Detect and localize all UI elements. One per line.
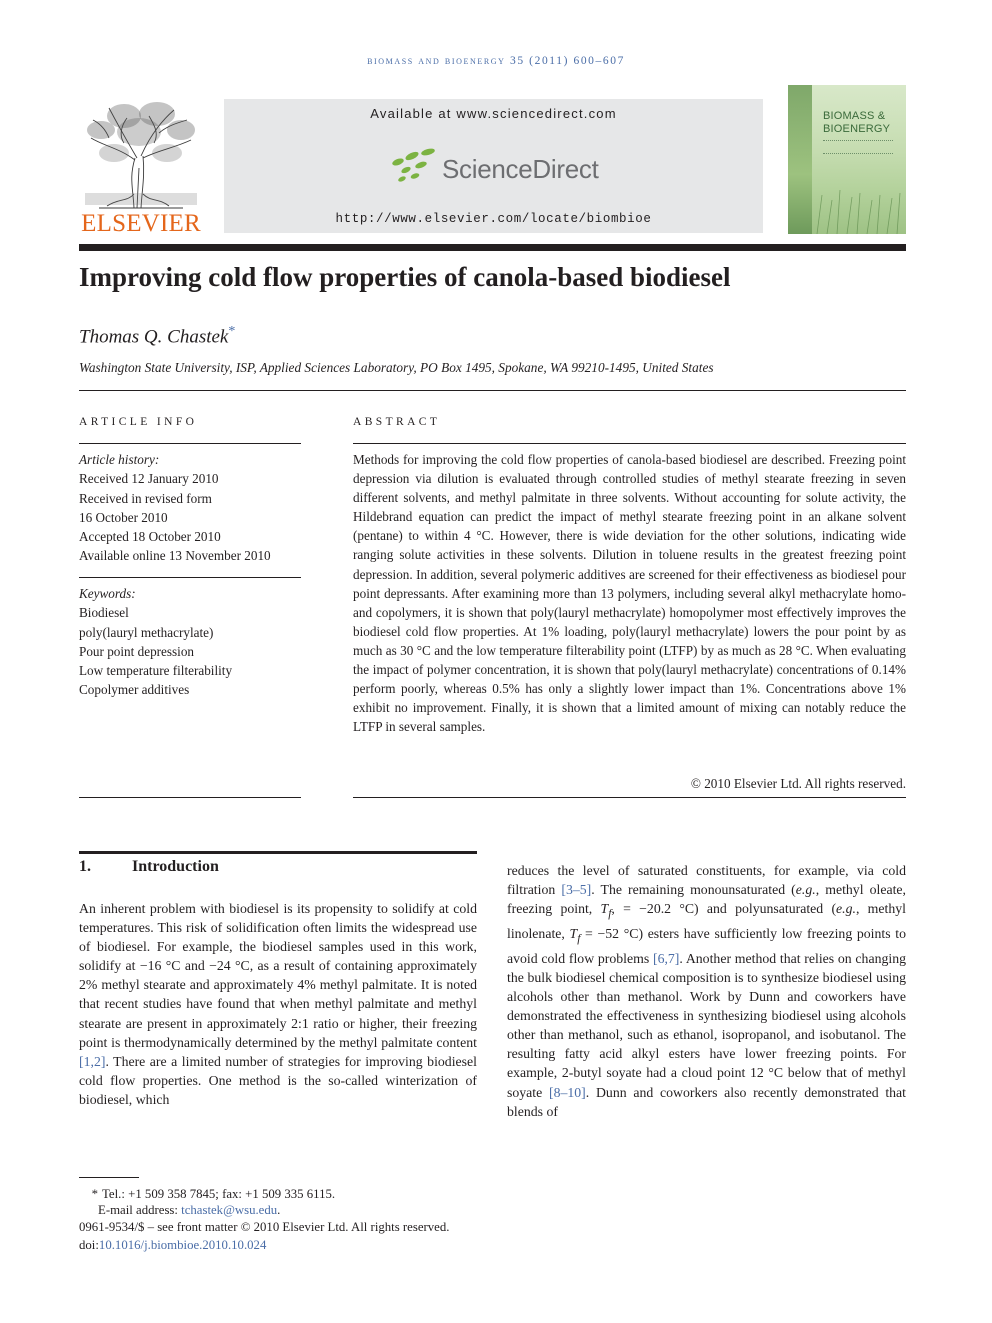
author-footnote-mark[interactable]: * xyxy=(228,324,236,339)
citation-link[interactable]: [8–10] xyxy=(548,1084,586,1100)
history-item: Accepted 18 October 2010 xyxy=(79,529,221,545)
article-title: Improving cold flow properties of canola-based biodiesel xyxy=(79,262,731,292)
keyword-item: poly(lauryl methacrylate) xyxy=(79,624,214,640)
citation-link[interactable]: [3–5] xyxy=(561,882,592,898)
article-info-heading: ARTICLE INFO xyxy=(79,416,198,428)
availability-text: Available at www.sciencedirect.com xyxy=(370,106,617,121)
footnote-doi: doi:10.1016/j.biombioe.2010.10.024 xyxy=(79,1238,267,1252)
history-item: Received 12 January 2010 xyxy=(79,471,219,487)
section-heading-introduction: 1. Introduction xyxy=(79,858,219,875)
sciencedirect-logo xyxy=(390,146,600,186)
keyword-item: Low temperature filterability xyxy=(79,663,233,679)
intro-right-column: reduces the level of saturated constituents, for example, via cold filtration [3–5]. The remaining monounsaturated (e.g., methyl oleate, freezing point, $T_f$, = −20.2 °C) and polyunsaturated (e.g., methyl linolenate, $T_f = -52$ °C) esters have sufficiently low freezing points to avoid cold flow problems [6,7]. Another method that relies on changing the bulk biodiesel chemical composition is to synthesize biodiesel using alcohols other than methanol. Work by Dunn and coworkers have demonstrated the effectiveness in synthesizing biodiesel using alcohols other than methanol, such as ethanol, isopropanol, and isobutanol. The resulting fatty acid alkyl esters have lower freezing points. For example, 2-butyl soyate had a cloud point 12 °C below that of methyl soyate [8–10]. Dunn and coworkers also recently demonstrated that blends of xyxy=(507,863,907,1119)
abstract-copyright: © 2010 Elsevier Ltd. All rights reserved. xyxy=(690,776,906,791)
abstract-heading: ABSTRACT xyxy=(353,416,441,428)
keyword-item: Pour point depression xyxy=(79,643,195,659)
footnote-rule xyxy=(79,1177,139,1178)
author-email-link[interactable]: tchastek@wsu.edu xyxy=(181,1203,278,1217)
intro-left-column: An inherent problem with biodiesel is its propensity to solidify at cold temperatures. This risk of solidification often limits the widespread use of biodiesel. For example, the biodiesel samples used in this work, solidify at −16 °C and −24 °C, as a result of containing approximately 2% methyl stearate and approximately 4% methyl palmitate. It is noted that recent studies have found that when methyl palmitate and methyl stearate are present in approximately 2:1 ratio or higher, their freezing point is thermodynamically determined by the methyl palmitate content [1,2]. There are a limited number of strategies for improving biodiesel cold flow properties. One method is the so-called winterization of biodiesel, which xyxy=(79,901,477,1107)
journal-homepage-link[interactable]: http://www.elsevier.com/locate/biombioe xyxy=(335,212,652,226)
history-rule xyxy=(79,577,301,578)
footnote-contact: * Tel.: +1 509 358 7845; fax: +1 509 335 6115. E-mail address: tchastek@wsu.edu. xyxy=(91,1187,336,1217)
sciencedirect-wordmark: ScienceDirect xyxy=(442,154,599,184)
cover-title: BIOMASS & BIOENERGY xyxy=(823,110,891,135)
history-item: 16 October 2010 xyxy=(79,509,168,525)
cover-grass-image xyxy=(812,165,906,234)
article-history: Article history: Received 12 January 2010 Received in revised form 16 October 2010 Accepted 18 October 2010 Available online 13 November 2010 xyxy=(79,450,301,566)
sciencedirect-leaf-icon xyxy=(390,146,440,186)
history-item: Available online 13 November 2010 xyxy=(79,548,271,564)
author-name: Thomas Q. Chastek* xyxy=(79,324,236,348)
abstract-text: Methods for improving the cold flow properties of canola-based biodiesel are described. Freezing point depression via dilution is evaluated through controlled studies of methyl stearate freezing in seven different solvents, and methyl palmitate in three solvents. Without accounting for solute activity, the Hildebrand equation can predict the impact of methyl stearate freezing point in an alkane solvent (pentane) to within 4 °C. However, there is wide deviation for the other solutions, indicating wide ranging solute activities in these solvents. Dilution in toluene results in the greatest freezing point depression. In addition, several polymeric additives are screened for their effectiveness as biodiesel pour point depressants. After examining more than 13 polymers, including several alkyl methacrylate homo- and copolymers, it is shown that poly(lauryl methacrylate) homopolymer most effectively improves the biodiesel cold flow properties. At 1% loading, poly(lauryl methacrylate) lowers the pour point by as much as 30 °C and the low temperature filterability point (LTFP) by as much as 28 °C. When evaluating the impact of polymer concentration, it is shown that poly(lauryl methacrylate) concentrations of 0.14% perform poorly, whereas 0.5% has only a slightly lower impact than 1%. Concentrations above 1% exhibit no improvement. Finally, it is shown that a limited amount of mixing can notably reduce the LTFP in several samples. xyxy=(353,452,906,735)
keywords-rule xyxy=(79,797,301,798)
elsevier-wordmark: ELSEVIER xyxy=(81,210,201,237)
abstract-rule xyxy=(353,443,906,444)
cover-strip xyxy=(788,85,812,234)
citation-link[interactable]: [6,7] xyxy=(652,950,680,966)
keywords: Keywords: Biodiesel poly(lauryl methacrylate) Pour point depression Low temperature filterability Copolymer additives xyxy=(79,584,301,700)
keyword-item: Biodiesel xyxy=(79,605,129,621)
journal-citation: biomass and bioenergy 35 (2011) 600–607 xyxy=(367,55,625,67)
intro-rule xyxy=(79,851,477,854)
affiliation-rule xyxy=(79,390,906,391)
doi-link[interactable]: 10.1016/j.biombioe.2010.10.024 xyxy=(98,1238,267,1252)
keyword-item: Copolymer additives xyxy=(79,682,190,698)
citation-link[interactable]: [1,2] xyxy=(79,1053,106,1069)
article-info-rule xyxy=(79,443,301,444)
header-rule xyxy=(79,244,906,251)
history-item: Received in revised form xyxy=(79,490,212,506)
author-affiliation: Washington State University, ISP, Applied Sciences Laboratory, PO Box 1495, Spokane, WA 99210-1495, United States xyxy=(79,360,714,375)
journal-cover[interactable] xyxy=(788,85,906,234)
abstract-bottom-rule xyxy=(353,797,906,798)
cover-fineprint xyxy=(823,140,893,154)
footnote-issn: 0961-9534/$ – see front matter © 2010 Elsevier Ltd. All rights reserved. xyxy=(79,1220,450,1234)
